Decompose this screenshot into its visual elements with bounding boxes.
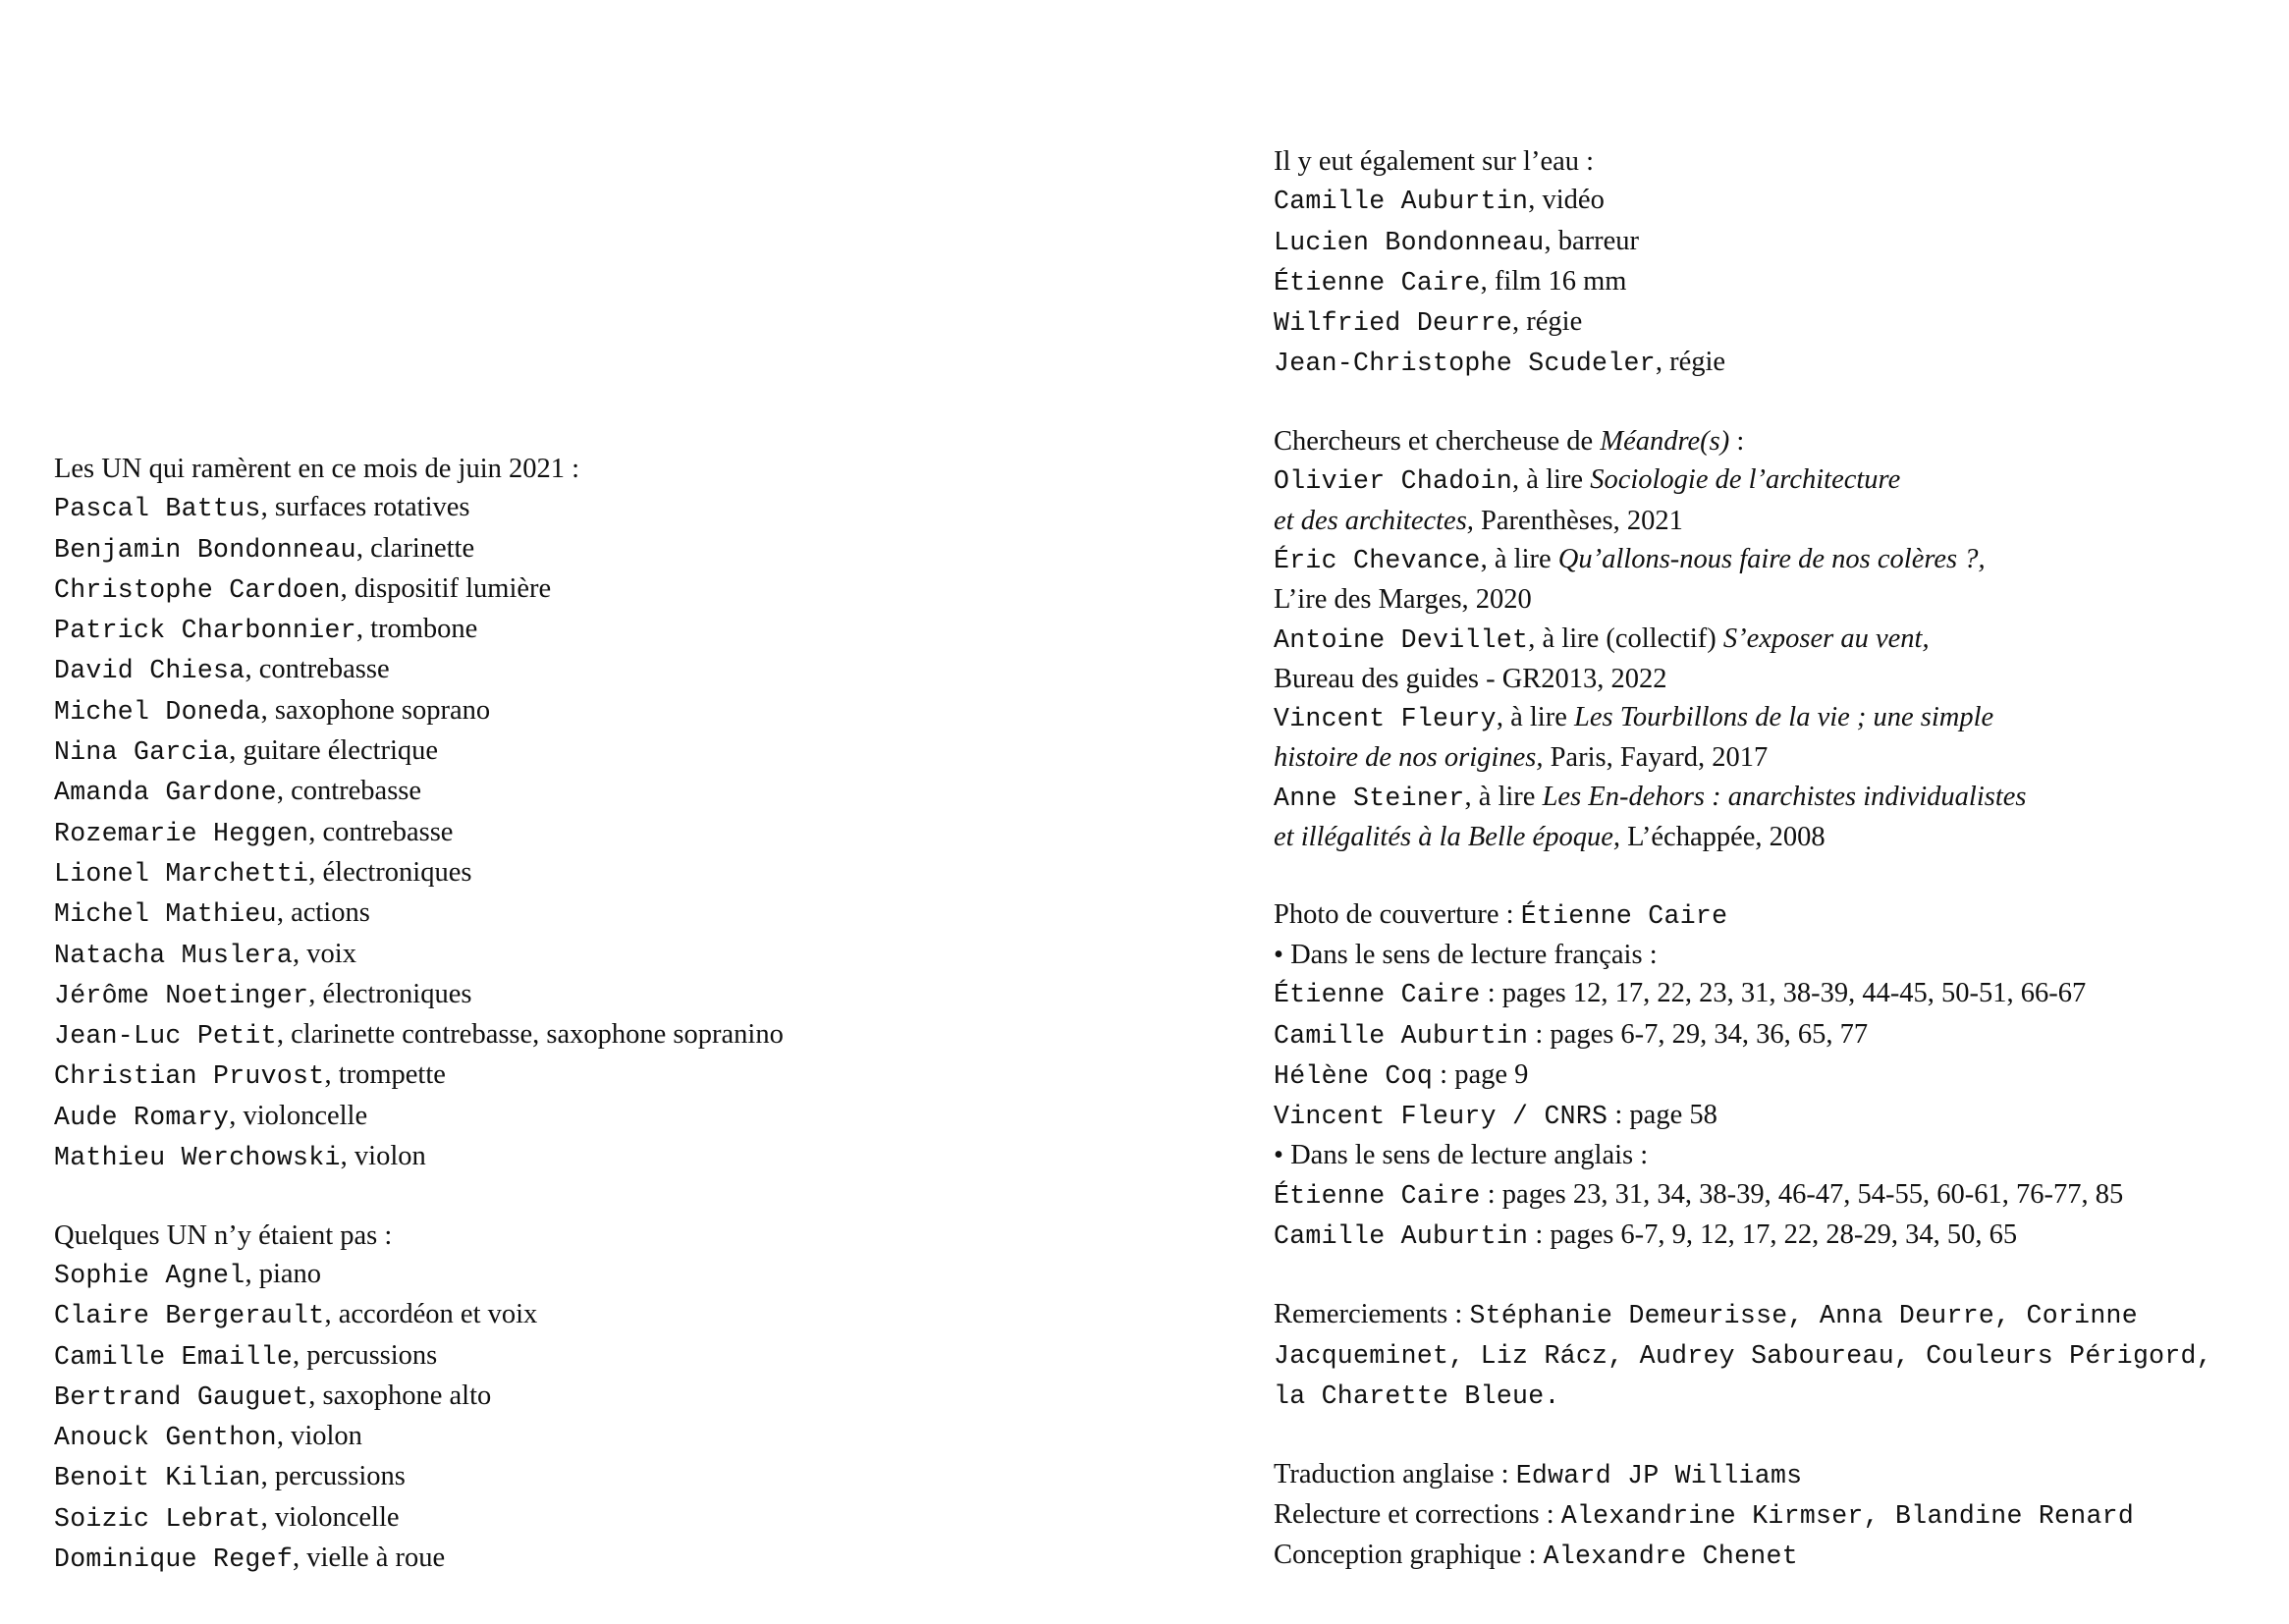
publisher: L’échappée, 2008 [1619, 822, 1826, 853]
person-name: Étienne Caire [1274, 980, 1481, 1010]
person-name: Anouck Genthon [54, 1423, 277, 1453]
credit-line [54, 813, 1134, 853]
credit-detail: , électroniques [308, 856, 472, 888]
person-name: Lucien Bondonneau [1274, 227, 1545, 257]
person-name: Christophe Cardoen [54, 574, 341, 605]
credit-line [54, 1137, 1134, 1177]
research-line-cont [1274, 502, 2275, 540]
research-line [1274, 460, 2275, 501]
person-name: Michel Mathieu [54, 899, 277, 930]
spacer [1274, 384, 2275, 422]
research-intro: , à lire (collectif) [1528, 623, 1723, 654]
design-credit: Conception graphique : Alexandre Chenet [1274, 1540, 1798, 1572]
book-title: Les En-dehors : anarchistes individualistes [1542, 781, 2027, 812]
credit-line [54, 935, 1134, 975]
left-column [54, 450, 1134, 1579]
credit-detail: , dispositif lumière [340, 572, 552, 604]
credit-line [54, 488, 1134, 528]
research-heading: Chercheurs et chercheuse de Méandre(s) : [1274, 426, 1745, 458]
person-name: Vincent Fleury / CNRS [1274, 1102, 1608, 1132]
thanks-line-1: Remerciements : Stéphanie Demeurisse, Anna Deurre, Corinne [1274, 1298, 2138, 1330]
credit-line [1274, 262, 2275, 302]
credit-detail: , clarinette [355, 532, 475, 564]
credit-line [1274, 974, 2275, 1014]
credit-line [54, 975, 1134, 1015]
researcher-name: Éric Chevance [1274, 545, 1481, 575]
credit-line [54, 1295, 1134, 1335]
book-title-cont: et illégalités à la Belle époque, [1274, 822, 1620, 853]
credit-line [54, 569, 1134, 610]
person-name: Claire Bergerault [54, 1301, 325, 1331]
credit-line [1274, 222, 2275, 262]
credit-detail: , trompette [324, 1059, 446, 1091]
person-name: Nina Garcia [54, 737, 230, 768]
research-line-cont [1274, 818, 2275, 856]
book-title: Les Tourbillons de la vie ; une simple [1573, 702, 1994, 733]
spacer [54, 1177, 1134, 1216]
book-title-cont: et des architectes, [1274, 505, 1474, 536]
credit-detail: : pages 23, 31, 34, 38-39, 46-47, 54-55, 60-61, 76-77, 85 [1480, 1178, 2124, 1210]
person-name: Natacha Muslera [54, 940, 294, 970]
person-name: Amanda Gardone [54, 778, 277, 808]
credit-detail: , clarinette contrebasse, saxophone sopranino [276, 1019, 784, 1051]
person-name: Lionel Marchetti [54, 858, 309, 889]
absent-heading: Quelques UN n’y étaient pas : [54, 1219, 393, 1251]
researcher-name: Vincent Fleury [1274, 704, 1497, 734]
person-name: Jean-Christophe Scudeler [1274, 349, 1656, 379]
en-photo-list [1274, 1175, 2275, 1257]
person-name: Rozemarie Heggen [54, 818, 309, 848]
credit-detail: : page 9 [1433, 1058, 1529, 1090]
credit-line [54, 1539, 1134, 1579]
credit-line [54, 529, 1134, 569]
credit-detail: , film 16 mm [1480, 265, 1627, 297]
credit-line [54, 731, 1134, 772]
credit-line [54, 1255, 1134, 1295]
thanks-names: Stéphanie Demeurisse, Anna Deurre, Corinne [1469, 1300, 2138, 1330]
research-line [1274, 778, 2275, 818]
credit-detail: , vidéo [1528, 185, 1605, 216]
credit-detail: , violon [340, 1141, 426, 1172]
person-name: Hélène Coq [1274, 1060, 1434, 1091]
cover-photo-name: Étienne Caire [1520, 900, 1728, 931]
credit-detail: , barreur [1544, 225, 1639, 256]
person-name: Mathieu Werchowski [54, 1143, 341, 1173]
credit-line [1274, 302, 2275, 343]
spacer [1274, 1417, 2275, 1455]
credit-detail: , régie [1655, 347, 1726, 378]
researcher-name: Antoine Devillet [1274, 624, 1529, 655]
water-heading: Il y eut également sur l’eau : [1274, 146, 1595, 177]
credit-detail: , accordéon et voix [324, 1299, 538, 1330]
person-name: Dominique Regef [54, 1544, 294, 1575]
right-column [1274, 142, 2275, 1577]
proofreading-credit: Relecture et corrections : Alexandrine Kirmser, Blandine Renard [1274, 1499, 2135, 1532]
credit-detail: : pages 6-7, 9, 12, 17, 22, 28-29, 34, 50, 65 [1528, 1219, 2018, 1251]
credit-line [54, 1417, 1134, 1457]
credit-line [54, 1056, 1134, 1096]
translation-credit: Traduction anglaise : Edward JP Williams [1274, 1458, 1803, 1490]
credit-line [54, 1097, 1134, 1137]
researcher-name: Anne Steiner [1274, 783, 1465, 813]
person-name: David Chiesa [54, 656, 245, 686]
credit-detail: : page 58 [1608, 1100, 1717, 1131]
credit-detail: , vielle à roue [293, 1543, 446, 1574]
credit-line [54, 1457, 1134, 1497]
book-title: S’exposer au vent, [1722, 623, 1930, 654]
research-intro: , à lire [1480, 543, 1558, 574]
credit-detail: : pages 6-7, 29, 34, 36, 65, 77 [1528, 1018, 1869, 1050]
credit-detail: , percussions [293, 1339, 438, 1371]
publisher: Parenthèses, 2021 [1473, 505, 1683, 536]
credit-detail: , actions [276, 897, 370, 929]
credit-detail: , guitare électrique [229, 735, 439, 767]
credit-detail: , saxophone alto [308, 1380, 492, 1411]
credit-detail: , voix [293, 938, 356, 969]
book-title-cont: histoire de nos origines, [1274, 742, 1544, 774]
person-name: Camille Emaille [54, 1341, 294, 1372]
research-heading-title: Méandre(s) [1600, 426, 1730, 458]
research-intro: , à lire [1496, 702, 1574, 733]
person-name: Patrick Charbonnier [54, 616, 356, 646]
credit-detail: , régie [1512, 306, 1583, 338]
publisher: Bureau des guides - GR2013, 2022 [1274, 663, 1667, 694]
credit-detail: , saxophone soprano [260, 694, 491, 726]
credit-line [1274, 1175, 2275, 1216]
person-name: Benoit Kilian [54, 1463, 261, 1493]
credit-detail: : pages 12, 17, 22, 23, 31, 38-39, 44-45, 50-51, 66-67 [1480, 978, 2087, 1009]
credit-line [54, 853, 1134, 893]
credit-detail: , trombone [355, 614, 478, 645]
credit-line [54, 772, 1134, 812]
person-name: Sophie Agnel [54, 1260, 245, 1290]
credit-detail: , violoncelle [260, 1501, 400, 1533]
credit-line [54, 1015, 1134, 1056]
credit-line [54, 650, 1134, 690]
research-line [1274, 540, 2275, 580]
credit-detail: , violoncelle [229, 1100, 368, 1131]
researcher-name: Olivier Chadoin [1274, 466, 1513, 497]
credit-detail: , violon [276, 1421, 362, 1452]
credit-detail: , contrebasse [276, 776, 422, 807]
research-line [1274, 698, 2275, 738]
credit-line [54, 1377, 1134, 1417]
spacer [1274, 856, 2275, 894]
book-title: Sociologie de l’architecture [1590, 464, 1901, 496]
research-line-cont [1274, 738, 2275, 777]
person-name: Christian Pruvost [54, 1061, 325, 1092]
research-intro: , à lire [1464, 781, 1543, 812]
book-title: Qu’allons-nous faire de nos colères ?, [1557, 543, 1986, 574]
research-line-cont [1274, 660, 2275, 698]
credit-line [1274, 1056, 2275, 1096]
research-line [1274, 620, 2275, 660]
person-name: Aude Romary [54, 1102, 230, 1132]
person-name: Wilfried Deurre [1274, 308, 1513, 339]
fr-reading-heading: • Dans le sens de lecture français : [1274, 939, 1658, 970]
thanks-line-3: la Charette Bleue. [1274, 1381, 1560, 1412]
person-name: Étienne Caire [1274, 267, 1481, 298]
person-name: Michel Doneda [54, 696, 261, 727]
credit-detail: , percussions [260, 1461, 406, 1492]
person-name: Jérôme Noetinger [54, 980, 309, 1010]
rowers-list [54, 488, 1134, 1177]
person-name: Camille Auburtin [1274, 1221, 1529, 1252]
fr-photo-list [1274, 974, 2275, 1136]
rowers-heading: Les UN qui ramèrent en ce mois de juin 2021 : [54, 454, 580, 484]
credit-line [54, 1498, 1134, 1539]
credit-line [1274, 343, 2275, 383]
person-name: Camille Auburtin [1274, 187, 1529, 217]
person-name: Pascal Battus [54, 494, 261, 524]
thanks-line-2: Jacqueminet, Liz Rácz, Audrey Saboureau, Couleurs Périgord, [1274, 1340, 2212, 1371]
person-name: Benjamin Bondonneau [54, 534, 356, 565]
cover-photo-credit: Photo de couverture : Étienne Caire [1274, 898, 1728, 931]
credit-line [54, 610, 1134, 650]
spacer [1274, 1256, 2275, 1294]
absent-list [54, 1255, 1134, 1579]
person-name: Soizic Lebrat [54, 1503, 261, 1534]
credit-detail: , contrebasse [308, 816, 454, 847]
credit-detail: , contrebasse [245, 654, 390, 685]
publisher: L’ire des Marges, 2020 [1274, 584, 1532, 616]
en-reading-heading: • Dans le sens de lecture anglais : [1274, 1140, 1649, 1171]
credit-detail: , électroniques [308, 978, 472, 1009]
research-list [1274, 460, 2275, 856]
credit-line [1274, 1216, 2275, 1256]
credit-line [1274, 1015, 2275, 1056]
person-name: Camille Auburtin [1274, 1020, 1529, 1051]
credit-line [54, 1336, 1134, 1377]
credit-line [54, 893, 1134, 934]
water-list [1274, 181, 2275, 383]
person-name: Étienne Caire [1274, 1180, 1481, 1211]
credit-line [1274, 1096, 2275, 1136]
credit-detail: , surfaces rotatives [260, 492, 470, 523]
credit-detail: , piano [245, 1258, 322, 1289]
publisher: Paris, Fayard, 2017 [1543, 742, 1769, 774]
research-line-cont [1274, 580, 2275, 619]
person-name: Bertrand Gauguet [54, 1381, 309, 1412]
research-intro: , à lire [1512, 464, 1591, 496]
person-name: Jean-Luc Petit [54, 1021, 277, 1052]
credit-line [1274, 181, 2275, 221]
credit-line [54, 691, 1134, 731]
